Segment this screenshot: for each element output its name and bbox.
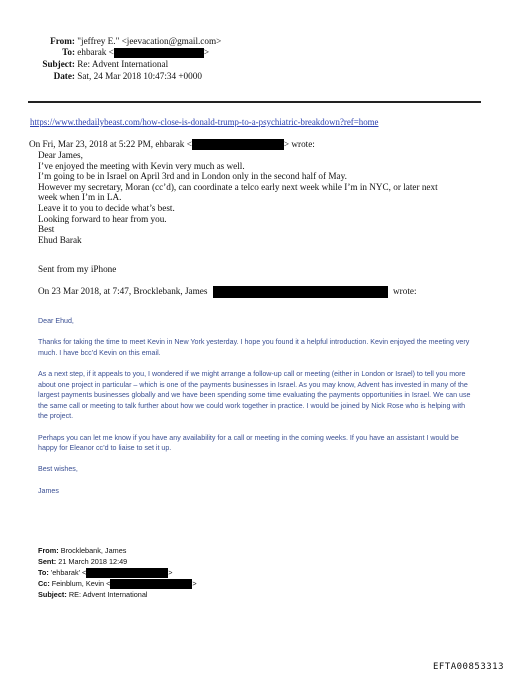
header-divider xyxy=(28,101,481,103)
reply-intro xyxy=(29,139,315,150)
orig-sent-label: Sent: xyxy=(38,557,57,566)
orig-to-value: 'ehbarak' < xyxy=(50,568,87,577)
orig-to-close: > xyxy=(168,568,173,577)
header-subject-label: Subject: xyxy=(42,59,75,69)
orig-cc-value: Feinblum, Kevin < xyxy=(51,579,111,588)
redaction-block xyxy=(86,568,168,578)
header-from-row xyxy=(0,36,240,47)
header-subject-value: Re: Advent International xyxy=(77,59,169,69)
orig-cc-label: Cc: xyxy=(38,579,50,588)
orig-cc-close: > xyxy=(192,579,197,588)
header-to-close: > xyxy=(203,47,210,57)
header-to-value: ehbarak < xyxy=(77,47,114,57)
quoted-intro-suffix: wrote: xyxy=(393,286,417,297)
redaction-block xyxy=(192,139,284,150)
orig-subject-label: Subject: xyxy=(38,590,67,599)
reply-line: Dear James, xyxy=(38,150,83,160)
reply-line: Leave it to you to decide what’s best. xyxy=(38,202,175,213)
header-subject-row xyxy=(0,59,240,70)
reply-intro-suffix: > wrote: xyxy=(283,139,315,149)
james-paragraph: Perhaps you can let me know if you have any availability for a call or meeting in the coming weeks. If you have an assistant I would be happy for Eleanor cc’d to liaise to set it up. xyxy=(38,433,459,453)
orig-sent-row xyxy=(38,557,127,568)
header-from-label: From: xyxy=(50,36,75,46)
orig-to-label: To: xyxy=(38,568,49,577)
reply-line: week when I’m in LA. xyxy=(38,192,122,203)
reply-line: I’m going to be in Israel on April 3rd and in London only in the second half of May. xyxy=(38,171,347,182)
header-date-value: Sat, 24 Mar 2018 10:47:34 +0000 xyxy=(77,71,202,81)
reply-line: I’ve enjoyed the meeting with Kevin very much as well. xyxy=(38,160,245,171)
james-email-body xyxy=(38,316,471,496)
reply-line: Ehud Barak xyxy=(38,234,82,245)
reply-intro-prefix: On Fri, Mar 23, 2018 at 5:22 PM, ehbarak < xyxy=(29,139,192,149)
orig-subject-value: RE: Advent International xyxy=(68,590,148,599)
james-paragraph: Thanks for taking the time to meet Kevin in New York yesterday. I hope you found it a helpful introduction. Kevin enjoyed the meeting very much. I have bcc’d Kevin on this email. xyxy=(38,338,470,357)
header-to-label: To: xyxy=(62,47,75,57)
daily-beast-link[interactable]: https://www.thedailybeast.com/how-close-is-donald-trump-to-a-psychiatric-breakdown?ref=home xyxy=(30,117,379,127)
redaction-block xyxy=(213,286,388,298)
james-name: James xyxy=(38,486,59,495)
quoted-intro xyxy=(38,286,417,298)
james-paragraph: As a next step, if it appeals to you, I wondered if we might arrange a follow-up call or meeting (either in London or Israel) to tell you more about one project in particular – which is one of the payments businesses in Israel. As you may know, Advent has invested in many of the largest payments businesses globally and we have been spending some time evaluating the payments opportunities in Israel. We can use the same call or meeting to talk further about how we could work together in practice. I would be joined by Nick Rose who is helping with the project. xyxy=(38,369,471,421)
reply-line: Looking forward to hear from you. xyxy=(38,213,167,224)
james-signoff: Best wishes, xyxy=(38,465,78,474)
reply-line: Best xyxy=(38,224,55,235)
bates-number: EFTA00853313 xyxy=(432,662,504,672)
orig-to-row xyxy=(38,568,173,579)
header-to-row xyxy=(0,47,240,58)
reply-line: However my secretary, Moran (cc’d), can coordinate a telco early next week while I’m in NYC, or later next xyxy=(38,181,438,192)
orig-subject-row xyxy=(38,590,148,601)
orig-from-row xyxy=(38,546,126,557)
redaction-block xyxy=(114,48,204,58)
header-date-row xyxy=(0,71,240,82)
quoted-intro-prefix: On 23 Mar 2018, at 7:47, Brocklebank, James xyxy=(38,286,208,297)
orig-cc-row xyxy=(38,579,197,590)
sent-from-iphone: Sent from my iPhone xyxy=(38,264,117,274)
reply-body xyxy=(38,150,438,245)
orig-from-value: Brocklebank, James xyxy=(60,546,127,555)
redaction-block xyxy=(110,579,192,589)
header-date-label: Date: xyxy=(53,71,75,81)
orig-sent-value: 21 March 2018 12:49 xyxy=(58,557,128,566)
header-from-value: "jeffrey E." <jeevacation@gmail.com> xyxy=(77,36,222,46)
orig-from-label: From: xyxy=(38,546,59,555)
james-greeting: Dear Ehud, xyxy=(38,317,74,325)
